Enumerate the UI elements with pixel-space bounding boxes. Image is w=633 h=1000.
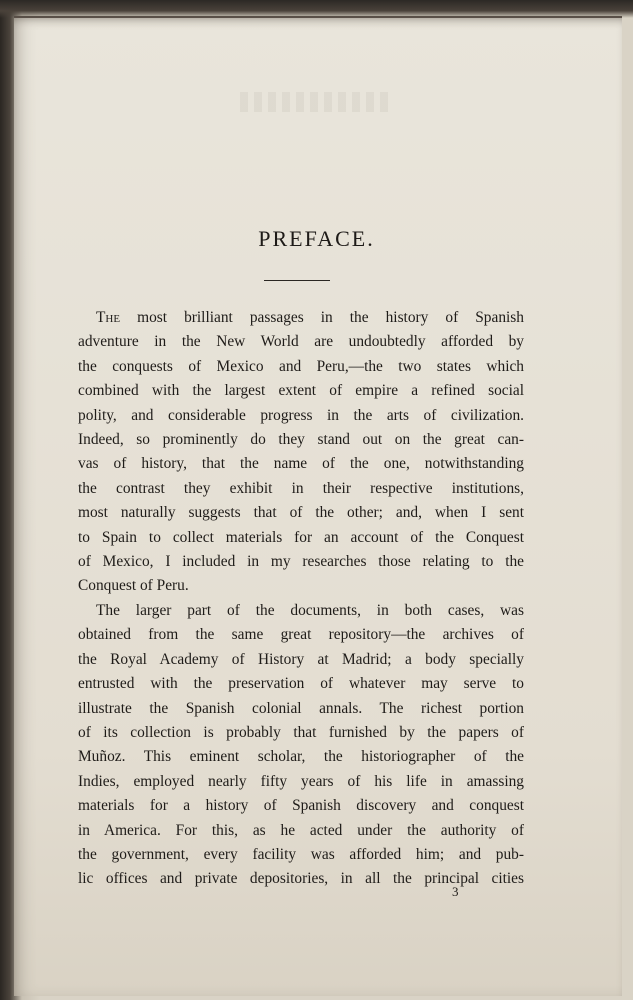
paragraph-line: combined with the largest extent of empire a refined social <box>78 382 524 400</box>
drop-word: The <box>96 309 121 326</box>
paragraph-line: Indeed, so prominently do they stand out on the great can- <box>78 431 524 449</box>
title-rule <box>264 280 330 281</box>
paragraph-line: illustrate the Spanish colonial annals. The richest portion <box>78 699 524 717</box>
page-title: PREFACE. <box>258 226 375 251</box>
paragraph-line: Conquest of Peru. <box>78 577 189 595</box>
paragraph-line: vas of history, that the name of the one, notwithstanding <box>78 455 524 473</box>
paragraph-line: Muñoz. This eminent scholar, the historiographer of the <box>78 748 524 766</box>
paragraph-line: polity, and considerable progress in the arts of civilization. <box>78 406 524 424</box>
show-through-text <box>240 92 390 112</box>
paragraph-line: the government, every facility was afforded him; and pub- <box>78 845 524 863</box>
paragraph-line: Indies, employed nearly fifty years of his life in amassing <box>78 772 524 790</box>
paragraph-line: in America. For this, as he acted under the authority of <box>78 821 524 839</box>
preface-body <box>78 306 524 892</box>
paragraph-2 <box>78 599 524 892</box>
paragraph-line: of Mexico, I included in my researches those relating to the <box>78 553 524 571</box>
paragraph-line: the contrast they exhibit in their respective institutions, <box>78 479 524 497</box>
paragraph-line: The most brilliant passages in the history of Spanish <box>96 309 524 326</box>
paragraph-line: the conquests of Mexico and Peru,—the two states which <box>78 357 524 375</box>
page-number: 3 <box>452 884 459 899</box>
paragraph-1 <box>78 306 524 599</box>
paragraph-line: most naturally suggests that of the other; and, when I sent <box>78 504 524 522</box>
paragraph-line: adventure in the New World are undoubtedly afforded by <box>78 333 524 351</box>
page-top-shadow <box>0 0 633 18</box>
paragraph-line: The larger part of the documents, in both cases, was <box>96 601 524 619</box>
paragraph-line: obtained from the same great repository—the archives of <box>78 626 524 644</box>
paragraph-line: lic offices and private depositories, in all the principal cities <box>78 870 524 888</box>
paragraph-line: of its collection is probably that furnished by the papers of <box>78 723 524 741</box>
paragraph-line: materials for a history of Spanish discovery and conquest <box>78 797 524 815</box>
paragraph-line: the Royal Academy of History at Madrid; a body specially <box>78 650 524 668</box>
paragraph-line: entrusted with the preservation of whatever may serve to <box>78 675 524 693</box>
paragraph-line: to Spain to collect materials for an account of the Conquest <box>78 528 524 546</box>
